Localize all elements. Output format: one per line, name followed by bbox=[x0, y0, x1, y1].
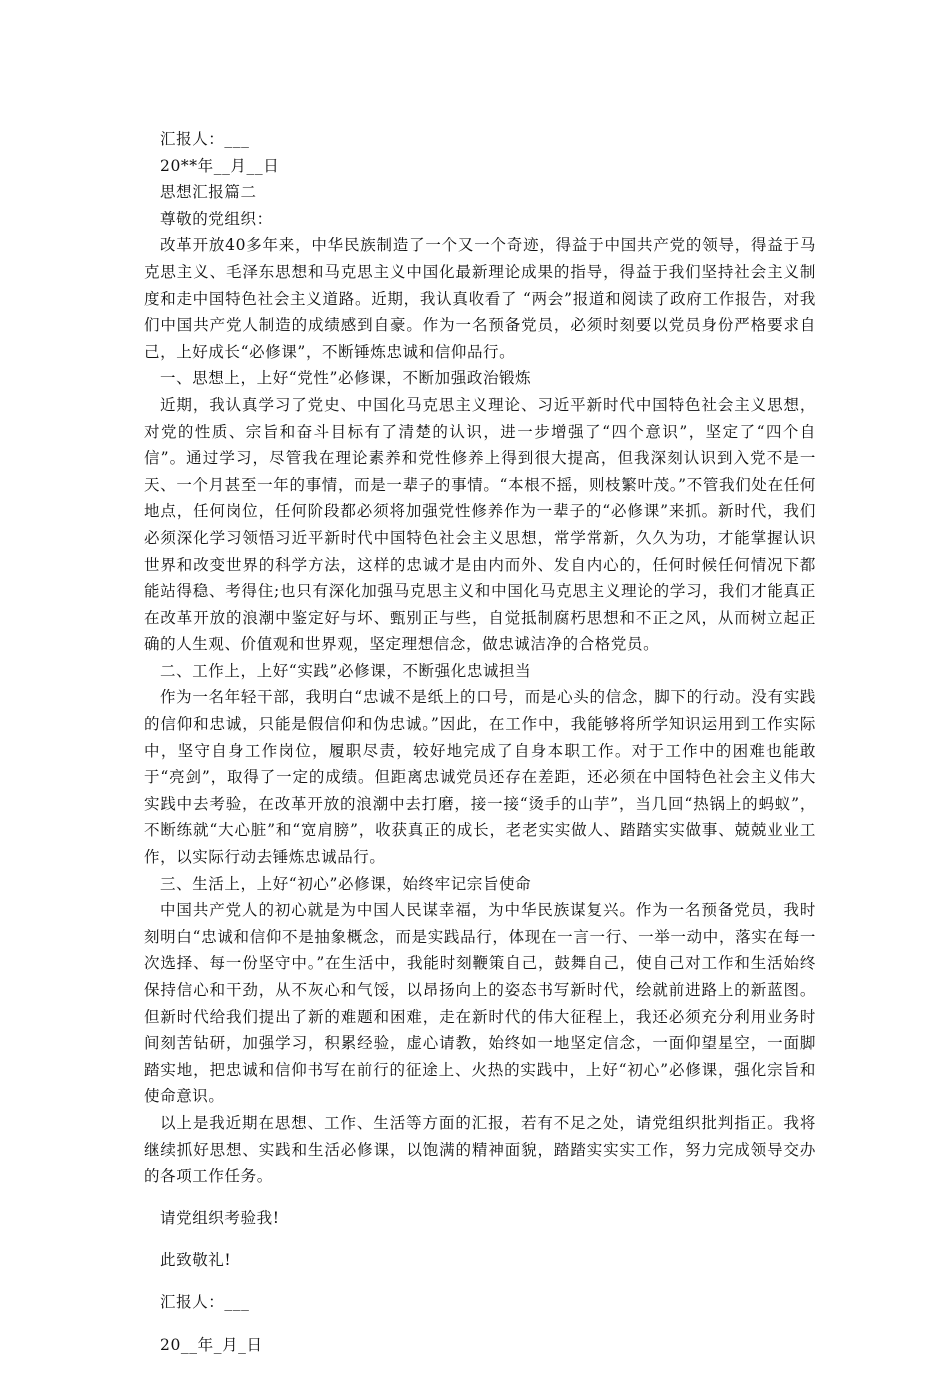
document-page bbox=[144, 126, 816, 1374]
paragraph-life: 中国共产党人的初心就是为中国人民谋幸福，为中华民族谋复兴。作为一名预备党员，我时刻明白“忠诚和信仰不是抽象概念，而是实践品行，体现在一言一行、一举一动中，落实在每一次选择、每一份坚守中。”在生活中，我能时刻鞭策自己，鼓舞自己，使自己对工作和生活始终保持信心和干劲，从不灰心和气馁，以昂扬向上的姿态书写新时代，绘就前进路上的新蓝图。但新时代给我们提出了新的难题和困难，走在新时代的伟大征程上，我还必须充分利用业务时间刻苦钻研，加强学习，积累经验，虚心请教，始终如一地坚定信念，一面仰望星空，一面脚踏实地，把忠诚和信仰书写在前行的征途上、火热的实践中，上好“初心”必修课，强化宗旨和使命意识。 bbox=[144, 901, 816, 1106]
closing-salute: 此致敬礼! bbox=[160, 1251, 232, 1270]
closing-reporter: 汇报人：___ bbox=[160, 1293, 250, 1312]
salutation: 尊敬的党组织： bbox=[160, 209, 273, 228]
paragraph-intro: 改革开放40多年来，中华民族制造了一个又一个奇迹，得益于中国共产党的领导，得益于马克思主义、毛泽东思想和马克思主义中国化最新理论成果的指导，得益于我们坚持社会主义制度和走中国特色社会主义道路。近期，我认真收看了 “两会”报道和阅读了政府工作报告，对我们中国共产党人制造的成绩感到自豪。作为一名预备党员，必须时刻要以党员身份严格要求自己，上好成长“必修课”，不断锤炼忠诚和信仰品行。 bbox=[144, 236, 816, 361]
document-title: 思想汇报篇二 bbox=[160, 183, 257, 202]
section-heading-1: 一、思想上，上好“党性”必修课，不断加强政治锻炼 bbox=[160, 369, 532, 388]
paragraph-summary: 以上是我近期在思想、工作、生活等方面的汇报，若有不足之处，请党组织批判指正。我将继续抓好思想、实践和生活必修课，以饱满的精神面貌，踏踏实实实工作，努力完成领导交办的各项工作任务。 bbox=[144, 1113, 816, 1186]
section-heading-3: 三、生活上，上好“初心”必修课，始终牢记宗旨使命 bbox=[160, 874, 532, 893]
closing-request: 请党组织考验我! bbox=[160, 1209, 280, 1228]
date-line: 20**年__月__日 bbox=[160, 156, 280, 175]
reporter-line: 汇报人：___ bbox=[160, 130, 250, 148]
paragraph-work: 作为一名年轻干部，我明白“忠诚不是纸上的口号，而是心头的信念，脚下的行动。没有实践的信仰和忠诚，只能是假信仰和伪忠诚。”因此，在工作中，我能够将所学知识运用到工作实际中，坚守自身工作岗位，履职尽责，较好地完成了自身本职工作。对于工作中的困难也能敢于“亮剑”，取得了一定的成绩。但距离忠诚党员还存在差距，还必须在中国特色社会主义伟大实践中去考验，在改革开放的浪潮中去打磨，接一接“烫手的山芋”，当几回“热锅上的蚂蚁”，不断练就“大心脏”和“宽肩膀”，收获真正的成长，老老实实做人、踏踏实实做事、兢兢业业工作，以实际行动去锤炼忠诚品行。 bbox=[144, 688, 816, 867]
closing-date: 20__年_月_日 bbox=[160, 1335, 263, 1354]
section-heading-2: 二、工作上，上好“实践”必修课，不断强化忠诚担当 bbox=[160, 661, 532, 680]
paragraph-thought: 近期，我认真学习了党史、中国化马克思主义理论、习近平新时代中国特色社会主义思想，对党的性质、宗旨和奋斗目标有了清楚的认识，进一步增强了“四个意识”，坚定了“四个自信”。通过学习，尽管我在理论素养和党性修养上得到很大提高，但我深刻认识到入党不是一天、一个月甚至一年的事情，而是一辈子的事情。“本根不摇，则枝繁叶茂。”不管我们处在任何地点，任何岗位，任何阶段都必须将加强党性修养作为一辈子的“必修课”来抓。新时代，我们必须深化学习领悟习近平新时代中国特色社会主义思想，常学常新，久久为功，才能掌握认识世界和改变世界的科学方法，这样的忠诚才是由内而外、发自内心的，任何时候任何情况下都能站得稳、考得住;也只有深化加强马克思主义和中国化马克思主义理论的学习，我们才能真正在改革开放的浪潮中鉴定好与坏、甄别正与些，自觉抵制腐朽思想和不正之风，从而树立起正确的人生观、价值观和世界观，坚定理想信念，做忠诚洁净的合格党员。 bbox=[144, 395, 816, 654]
